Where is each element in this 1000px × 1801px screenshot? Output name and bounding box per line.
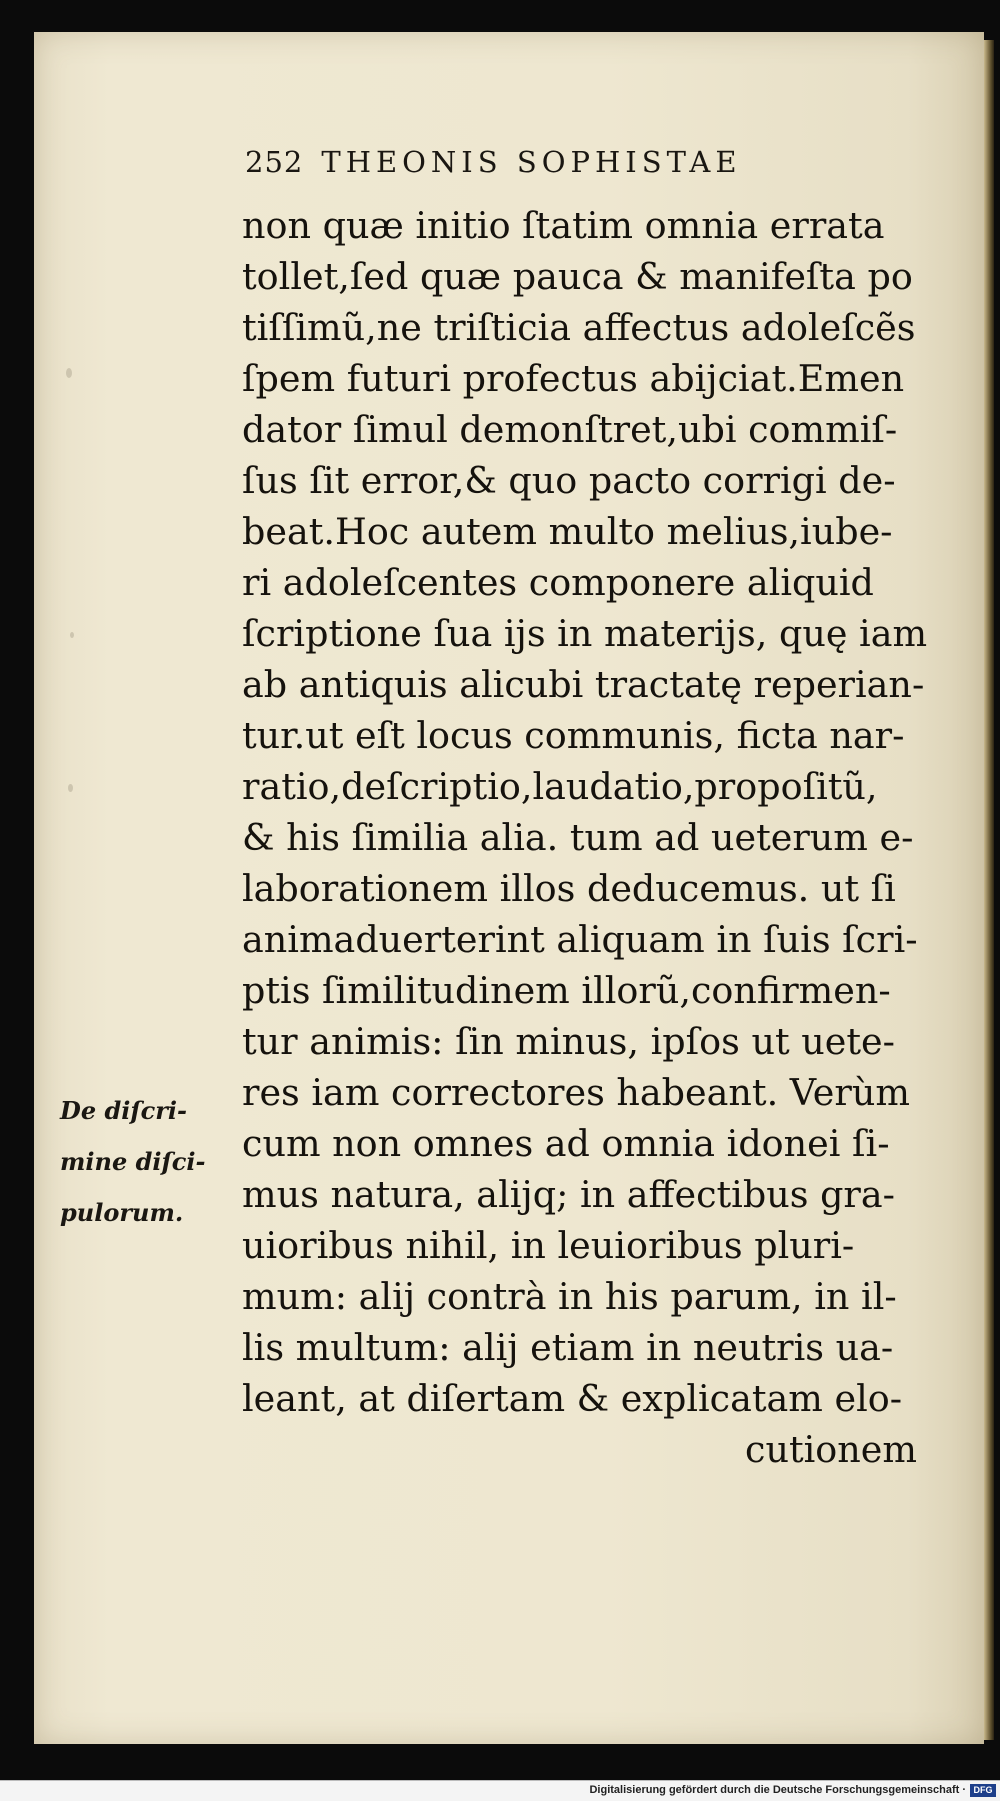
running-title: THEONIS SOPHISTAE [321, 145, 742, 179]
digitization-credit: Digitalisierung gefördert durch die Deutsche Forschungsgemeinschaft · [589, 1784, 966, 1796]
text-line: dator ſimul demonſtret,ubi commiſ- [242, 408, 898, 451]
text-line: non quæ initio ſtatim omnia errata [242, 204, 885, 247]
text-line: animaduerterint aliquam in ſuis ſcri- [242, 918, 918, 961]
text-line: leant, at diſertam & explicatam elo- [242, 1377, 903, 1420]
page-number: 252 [245, 145, 304, 179]
text-line: tollet,ſed quæ pauca & manifeſta po [242, 255, 913, 298]
text-line: ſpem futuri profectus abijciat.Emen [242, 357, 905, 400]
text-line: ſcriptione ſua ijs in materijs, quę iam [242, 612, 928, 655]
running-header [245, 145, 742, 179]
scan-border [0, 1748, 1000, 1780]
paper-speck [68, 784, 73, 792]
text-line: mum: alij contrà in his parum, in il- [242, 1275, 897, 1318]
text-line: cum non omnes ad omnia idonei ſi- [242, 1122, 890, 1165]
page-edge [984, 40, 994, 1740]
marginal-line: mine diſci- [60, 1147, 206, 1176]
paper-speck [66, 368, 72, 378]
text-line: tur.ut eſt locus communis, ficta nar- [242, 714, 905, 757]
text-line: ratio,deſcriptio,laudatio,propoſitũ, [242, 765, 878, 808]
text-line: ab antiquis alicubi tractatę reperian- [242, 663, 925, 706]
text-line: beat.Hoc autem multo melius,iube- [242, 510, 893, 553]
text-line: uioribus nihil, in leuioribus pluri- [242, 1224, 855, 1267]
text-line: ſus ſit error,& quo pacto corrigi de- [242, 459, 896, 502]
text-line: ri adoleſcentes componere aliquid [242, 561, 874, 604]
marginal-line: pulorum. [60, 1198, 184, 1227]
catchword: cutionem [745, 1428, 917, 1471]
text-line: tiſſimũ,ne triſticia affectus adoleſcẽs [242, 306, 916, 349]
marginal-note [60, 1085, 235, 1238]
paper-speck [70, 632, 74, 638]
dfg-logo-icon: DFG [970, 1784, 996, 1797]
text-line: mus natura, alijq; in affectibus gra- [242, 1173, 895, 1216]
text-line: res iam correctores habeant. Verùm [242, 1071, 910, 1114]
text-line: laborationem illos deducemus. ut ſi [242, 867, 896, 910]
text-line: ptis ſimilitudinem illorũ,confirmen- [242, 969, 891, 1012]
text-line: lis multum: alij etiam in neutris ua- [242, 1326, 894, 1369]
footer-strip [0, 1780, 1000, 1801]
body-text [242, 200, 928, 1475]
text-line: tur animis: ſin minus, ipſos ut uete- [242, 1020, 895, 1063]
marginal-line: De diſcri- [60, 1096, 187, 1125]
text-line: & his ſimilia alia. tum ad ueterum e- [242, 816, 914, 859]
